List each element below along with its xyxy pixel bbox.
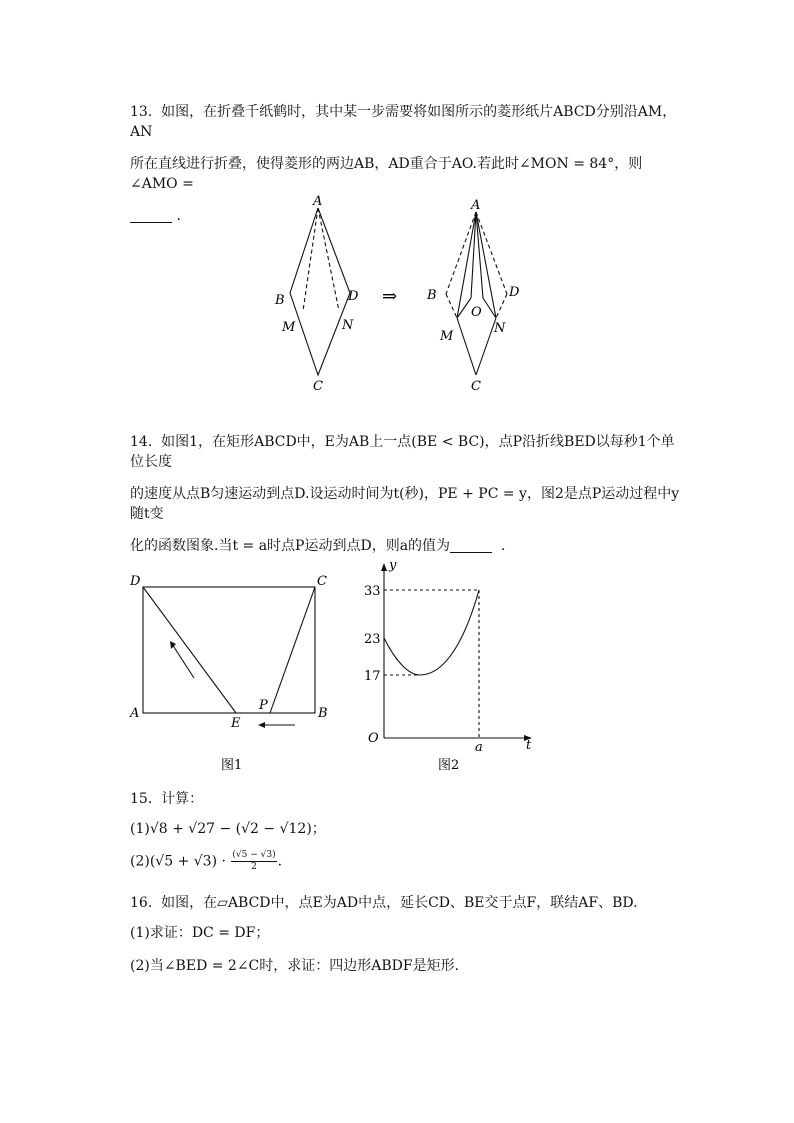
q15-part2-numerator: (√5 − √3) [232, 850, 276, 860]
q13-tail: . [176, 208, 181, 224]
function-curve [384, 590, 479, 675]
q15-part1 [130, 818, 326, 838]
tick-23: 23 [364, 632, 381, 647]
fig13-left-N: N [342, 318, 354, 333]
fig13-right-O: O [471, 305, 482, 320]
fig14-2-graph [360, 555, 540, 775]
y-axis-arrowhead [381, 563, 387, 571]
fig13-right-C: C [471, 379, 481, 394]
segment-de [143, 587, 236, 713]
fig13-diagram [265, 190, 535, 395]
q15-part1-label: (1) [130, 821, 150, 837]
fig13-right-D: D [509, 285, 520, 300]
q14-text [130, 432, 685, 556]
q15-part2-denominator: 2 [251, 862, 257, 872]
q16-number: 16. [130, 895, 153, 911]
q16-part1: (1)求证：DC = DF； [130, 925, 270, 941]
fig13-right-B: B [427, 288, 437, 303]
origin-label: O [368, 731, 379, 746]
fig13-right-figure [446, 212, 507, 375]
fig13-left-M: M [282, 320, 296, 335]
fig14-1-D: D [130, 574, 141, 589]
fig13-left-rhombus [290, 208, 350, 375]
fig14-1-B: B [318, 706, 328, 721]
fig14-1-A: A [130, 706, 140, 721]
fig14-1-caption: 图1 [221, 758, 243, 773]
fig13-left-D: D [348, 289, 359, 304]
fig14-1-E: E [231, 716, 241, 731]
q15-part1-expr: √8 + √27 − (√2 − √12)； [149, 821, 326, 837]
q14-line1: 如图1，在矩形ABCD中，E为AB上一点(BE < BC)，点P沿折线BED以每秒1个单位长度 [130, 434, 675, 470]
rectangle-abcd [143, 587, 315, 713]
q14-number: 14. [130, 434, 153, 450]
q14-tail: . [500, 538, 506, 554]
q13-line1: 如图，在折叠千纸鹤时，其中某一步需要将如图所示的菱形纸片ABCD分别沿AM，AN [130, 104, 677, 140]
q15-part2-fraction [231, 850, 276, 873]
q13-answer-blank [130, 208, 172, 223]
q14-answer-blank [450, 538, 492, 553]
segment-pc [270, 587, 315, 713]
fig13-left-C: C [313, 379, 323, 394]
fig13-arrow: ⇒ [382, 286, 398, 307]
q16-text: 如图，在▱ABCD中，点E为AD中点，延长CD、BE交于点F，联结AF、BD. [161, 895, 638, 911]
fig13-right-N: N [494, 321, 506, 336]
axis-label-y: y [389, 558, 397, 573]
q16-part2: (2)当∠BED = 2∠C时，求证：四边形ABDF是矩形. [130, 958, 460, 974]
tick-17: 17 [364, 669, 381, 684]
fig14-1-diagram [125, 565, 340, 775]
fig14-1-P: P [259, 698, 268, 713]
q15-number: 15. [130, 791, 153, 807]
q15-part2-expr: (√5 + √3) · [149, 853, 226, 870]
tick-33: 33 [364, 584, 381, 599]
motion-arrow-ed [172, 644, 194, 678]
axis-label-t: t [526, 738, 532, 753]
q13-line2: 所在直线进行折叠，使得菱形的两边AB，AD重合于AO.若此时∠MON = 84°，则∠AMO = [130, 156, 643, 192]
fig14-1-C: C [317, 574, 327, 589]
q15-part2-label: (2) [130, 853, 150, 870]
arrowhead-bp [258, 722, 265, 728]
q15-part2-end: . [277, 853, 283, 870]
tick-a: a [475, 740, 483, 755]
q14-line2: 的速度从点B匀速运动到点D.设运动时间为t(秒)，PE + PC = y，图2是点P运动过程中y随t变 [130, 486, 680, 522]
fig13-right-A: A [471, 198, 481, 213]
fig14-2-caption: 图2 [438, 758, 460, 773]
fig13-left-B: B [275, 293, 285, 308]
q16-line1 [130, 892, 638, 912]
fig13-left-A: A [313, 194, 323, 209]
q15-part2 [130, 850, 282, 873]
fig13-right-M: M [440, 329, 454, 344]
q15-title: 计算： [161, 791, 204, 807]
q13-number: 13. [130, 104, 153, 120]
q14-line3: 化的函数图象.当t = a时点P运动到点D，则a的值为 [130, 538, 451, 554]
q15-header [130, 788, 203, 808]
